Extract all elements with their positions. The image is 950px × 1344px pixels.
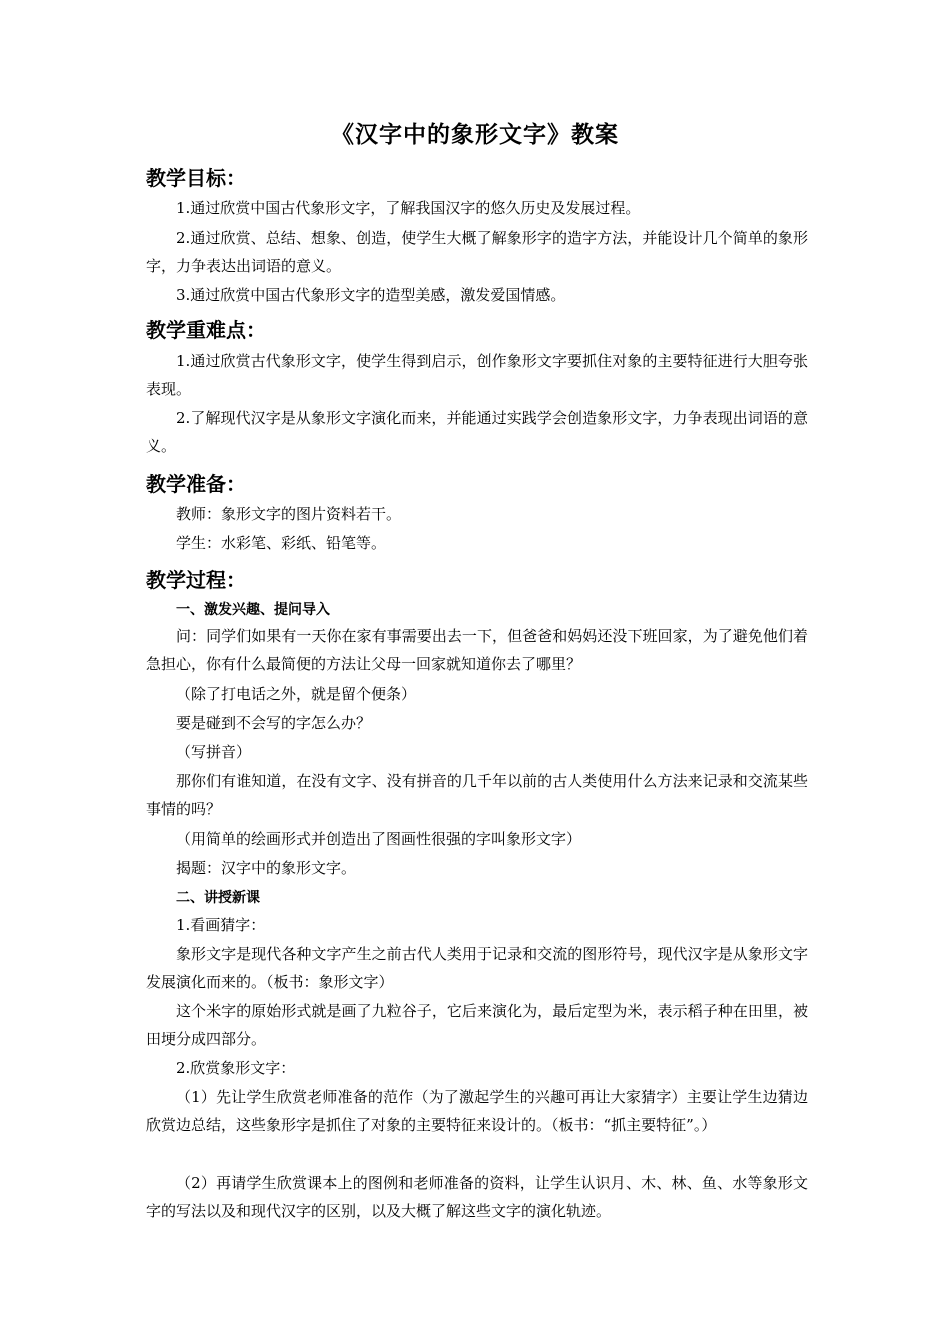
heading-preparation: 教学准备： [146,472,246,496]
preparation-item: 学生：水彩笔、彩纸、铅笔等。 [176,534,387,552]
objective-item: 1.通过欣赏中国古代象形文字，了解我国汉字的悠久历史及发展过程。 [176,199,641,217]
process-paragraph: 1.看画猜字： [176,916,266,934]
process-paragraph: （写拼音） [176,743,252,761]
process-paragraph: （1）先让学生欣赏老师准备的范作（为了激起学生的兴趣可再让大家猜字）主要让学生边猜边欣赏边总结，这些象形字是抓住了对象的主要特征来设计的。（板书：“抓主要特征”。） [146,1088,808,1134]
process-paragraph: 揭题：汉字中的象形文字。 [176,859,357,877]
heading-objectives: 教学目标： [146,166,246,190]
objective-item: 3.通过欣赏中国古代象形文字的造型美感，激发爱国情感。 [176,286,566,304]
objective-item: 2.通过欣赏、总结、想象、创造，使学生大概了解象形字的造字方法，并能设计几个简单的象形字，力争表达出词语的意义。 [146,229,808,275]
process-paragraph: （用简单的绘画形式并创造出了图画性很强的字叫象形文字） [176,830,582,848]
preparation-item: 教师：象形文字的图片资料若干。 [176,505,402,523]
document-title: 《汉字中的象形文字》教案 [331,121,619,148]
process-paragraph: 要是碰到不会写的字怎么办？ [176,714,372,732]
heading-process: 教学过程： [146,568,246,592]
process-paragraph: 象形文字是现代各种文字产生之前古代人类用于记录和交流的图形符号，现代汉字是从象形文字发展演化而来的。（板书：象形文字） [146,945,808,991]
key-point-item: 2.了解现代汉字是从象形文字演化而来，并能通过实践学会创造象形文字，力争表现出词语的意义。 [146,409,808,455]
process-paragraph: 那你们有谁知道，在没有文字、没有拼音的几千年以前的古人类使用什么方法来记录和交流某些事情的吗？ [146,772,808,818]
process-paragraph: 这个米字的原始形式就是画了九粒谷子，它后来演化为，最后定型为米，表示稻子种在田里，被田埂分成四部分。 [146,1002,808,1048]
process-part1-title: 一、激发兴趣、提问导入 [176,602,330,618]
process-part2-title: 二、讲授新课 [176,890,260,906]
process-paragraph: 2.欣赏象形文字： [176,1059,296,1077]
key-point-item: 1.通过欣赏古代象形文字，使学生得到启示，创作象形文字要抓住对象的主要特征进行大胆夸张表现。 [146,352,808,398]
process-paragraph: （2）再请学生欣赏课本上的图例和老师准备的资料，让学生认识月、木、林、鱼、水等象形文字的写法以及和现代汉字的区别，以及大概了解这些文字的演化轨迹。 [146,1174,808,1220]
process-paragraph: 问：同学们如果有一天你在家有事需要出去一下，但爸爸和妈妈还没下班回家，为了避免他们着急担心，你有什么最简便的方法让父母一回家就知道你去了哪里？ [146,627,808,673]
process-paragraph: （除了打电话之外，就是留个便条） [176,685,417,703]
heading-key-points: 教学重难点： [146,318,266,342]
